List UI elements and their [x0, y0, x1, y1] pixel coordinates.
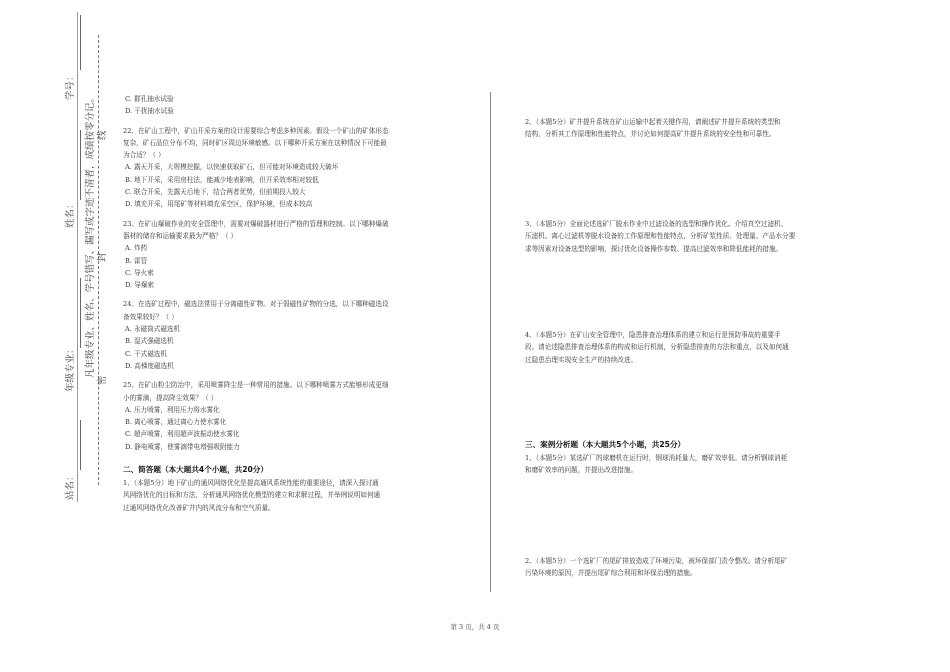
short-answer-2 [525, 116, 865, 141]
case-2 [525, 555, 865, 580]
option-d: D. 填充开采，用尾矿等材料填充采空区，保护环境，但成本较高 [125, 200, 313, 209]
seal-char-seal: 封 [97, 252, 108, 262]
question-text: 3、（本题5分）全面论述选矿厂脱水作业中过滤设备的选型和操作优化。介绍真空过滤机、 [525, 220, 788, 228]
name-label: 姓名： [65, 199, 76, 228]
option-c: C. 干式磁选机 [125, 349, 167, 358]
right-column [525, 116, 865, 141]
question-text: 4、（本题5分）在矿山安全管理中，隐患排查治理体系的建立和运行是预防事故的重要手 [525, 331, 781, 339]
question-25 [123, 379, 468, 453]
option-b: B. 湿式强磁选机 [125, 337, 174, 346]
option-a: A. 压力喷雾，利用压力将水雾化 [125, 405, 220, 414]
question-text: 污染环境的原因，并提出尾矿综合利用和环保治理的措施。 [525, 569, 697, 578]
question-text: 段。请论述隐患排查治理体系的构成和运行机制，分析隐患排查的方法和重点，以及如何通 [525, 343, 789, 352]
column-divider [490, 92, 491, 592]
section-3 [525, 438, 865, 477]
question-text: 2、（本题5分）一个选矿厂的尾矿排放造成了环境污染，被环保部门责令整改。请分析尾矿 [525, 557, 788, 565]
student-id-underline [70, 15, 81, 70]
student-id-label: 学号： [65, 71, 76, 100]
question-23 [123, 218, 468, 292]
question-text: 压滤机、离心过滤机等脱水设备的工作原理和性能特点，分析矿浆性质、处理量、产品水分要 [525, 232, 796, 241]
short-answer-4 [525, 329, 865, 366]
question-text: 为合适？（ ） [123, 151, 165, 160]
binding-warning: 凡年级专业、姓名、学号错写、漏写或字迹不清者，成绩按零分记。 [85, 92, 96, 378]
question-text: 过隐患治理实现安全生产的持续改进。 [525, 355, 638, 364]
case-1 [525, 452, 865, 477]
page-footer: 第 3 页，共 4 页 [450, 623, 500, 631]
class-underline [70, 278, 81, 348]
section-2-title: 二、简答题（本大题共4个小题，共20分） [123, 465, 268, 475]
name-underline [70, 130, 81, 200]
option-b: B. 地下开采，采用房柱法，能减少地表影响，但开采效率相对较低 [125, 175, 319, 184]
school-label: 站名： [65, 471, 76, 500]
option-d: D. 高梯度磁选机 [125, 361, 174, 370]
question-22 [123, 125, 468, 211]
seal-char-line: 线 [97, 130, 108, 140]
option-b: B. 雷管 [125, 256, 148, 265]
school-underline [70, 420, 81, 470]
question-text: 1、（本题5分）某选矿厂的球磨机在运行时，钢球消耗量大，磨矿效率低。请分析钢球消耗 [525, 454, 788, 462]
question-text: 求等因素对设备选型的影响，探讨优化设备操作参数、提高过滤效率和降低能耗的措施。 [525, 244, 783, 253]
class-label: 年级专业： [65, 344, 76, 392]
question-text: 24、在选矿过程中，磁选法常用于分离磁性矿物。对于弱磁性矿物的分选，以下哪种磁选设 [123, 300, 389, 309]
question-text: 小的雾滴，提高降尘效果？（ ） [123, 393, 218, 402]
seal-char-secret: 密 [97, 375, 108, 385]
question-text: 复杂，矿石品位分布不均，同时矿区周边环境敏感。以下哪种开采方案在这种情况下可能最 [123, 138, 387, 147]
question-text: 23、在矿山爆破作业的安全管理中，需要对爆破器材进行严格的管理和控制。以下哪种爆破 [123, 219, 389, 228]
option-d: D. 静电喷雾，使雾滴带电增强吸附能力 [125, 442, 240, 451]
section-3-title: 三、案例分析题（本大题共5个小题，共25分） [525, 440, 686, 449]
option-c-prev: C. 群孔抽水试验 [125, 95, 174, 103]
short-answer-1 [123, 477, 468, 514]
option-b: B. 离心喷雾，通过离心力使水雾化 [125, 418, 227, 427]
option-a: A. 炸药 [125, 244, 148, 253]
option-c: C. 导火索 [125, 268, 154, 277]
question-text: 器材的储存和运输要求最为严格？（ ） [123, 231, 238, 240]
option-a: A. 永磁筒式磁选机 [125, 325, 181, 334]
question-text: 25、在矿山粉尘防治中，采用喷雾降尘是一种常用的措施。以下哪种喷雾方式能够形成更细 [123, 381, 389, 390]
option-c: C. 联合开采，先露天后地下，结合两者优势，但前期投入较大 [125, 188, 306, 197]
question-24 [123, 298, 468, 372]
question-text: 1、（本题5分）地下矿山的通风网络优化是提高通风系统性能的重要途径，请深入探讨通 [123, 479, 379, 488]
question-text: 和磨矿效率的问题，并提出改进措施。 [525, 466, 638, 475]
question-text: 风网络优化的目标和方法，分析通风网络优化模型的建立和求解过程，并举例说明如何通 [123, 491, 381, 500]
option-c: C. 超声喷雾，利用超声波振动使水雾化 [125, 430, 240, 439]
question-text: 备效果较好？（ ） [123, 312, 178, 321]
question-text: 过通风网络优化改善矿井内的风流分布和空气质量。 [123, 503, 275, 512]
question-text: 2、（本题5分）矿井提升系统在矿山运输中起着关键作用，请阐述矿井提升系统的类型和 [525, 118, 781, 126]
option-d: D. 导爆索 [125, 281, 155, 290]
question-text: 结构，分析其工作原理和性能特点，并讨论如何提高矿井提升系统的安全性和可靠性。 [525, 130, 776, 139]
option-d-prev: D. 干扰抽水试验 [125, 107, 174, 116]
short-answer-3 [525, 218, 865, 255]
left-column [123, 93, 468, 514]
question-text: 22、在矿山工程中，矿山开采方案的设计需要综合考虑多种因素。假设一个矿山的矿体形态 [123, 126, 389, 135]
option-a: A. 露天开采，大规模挖掘，以快速获取矿石，但可能对环境造成较大破坏 [125, 163, 339, 172]
